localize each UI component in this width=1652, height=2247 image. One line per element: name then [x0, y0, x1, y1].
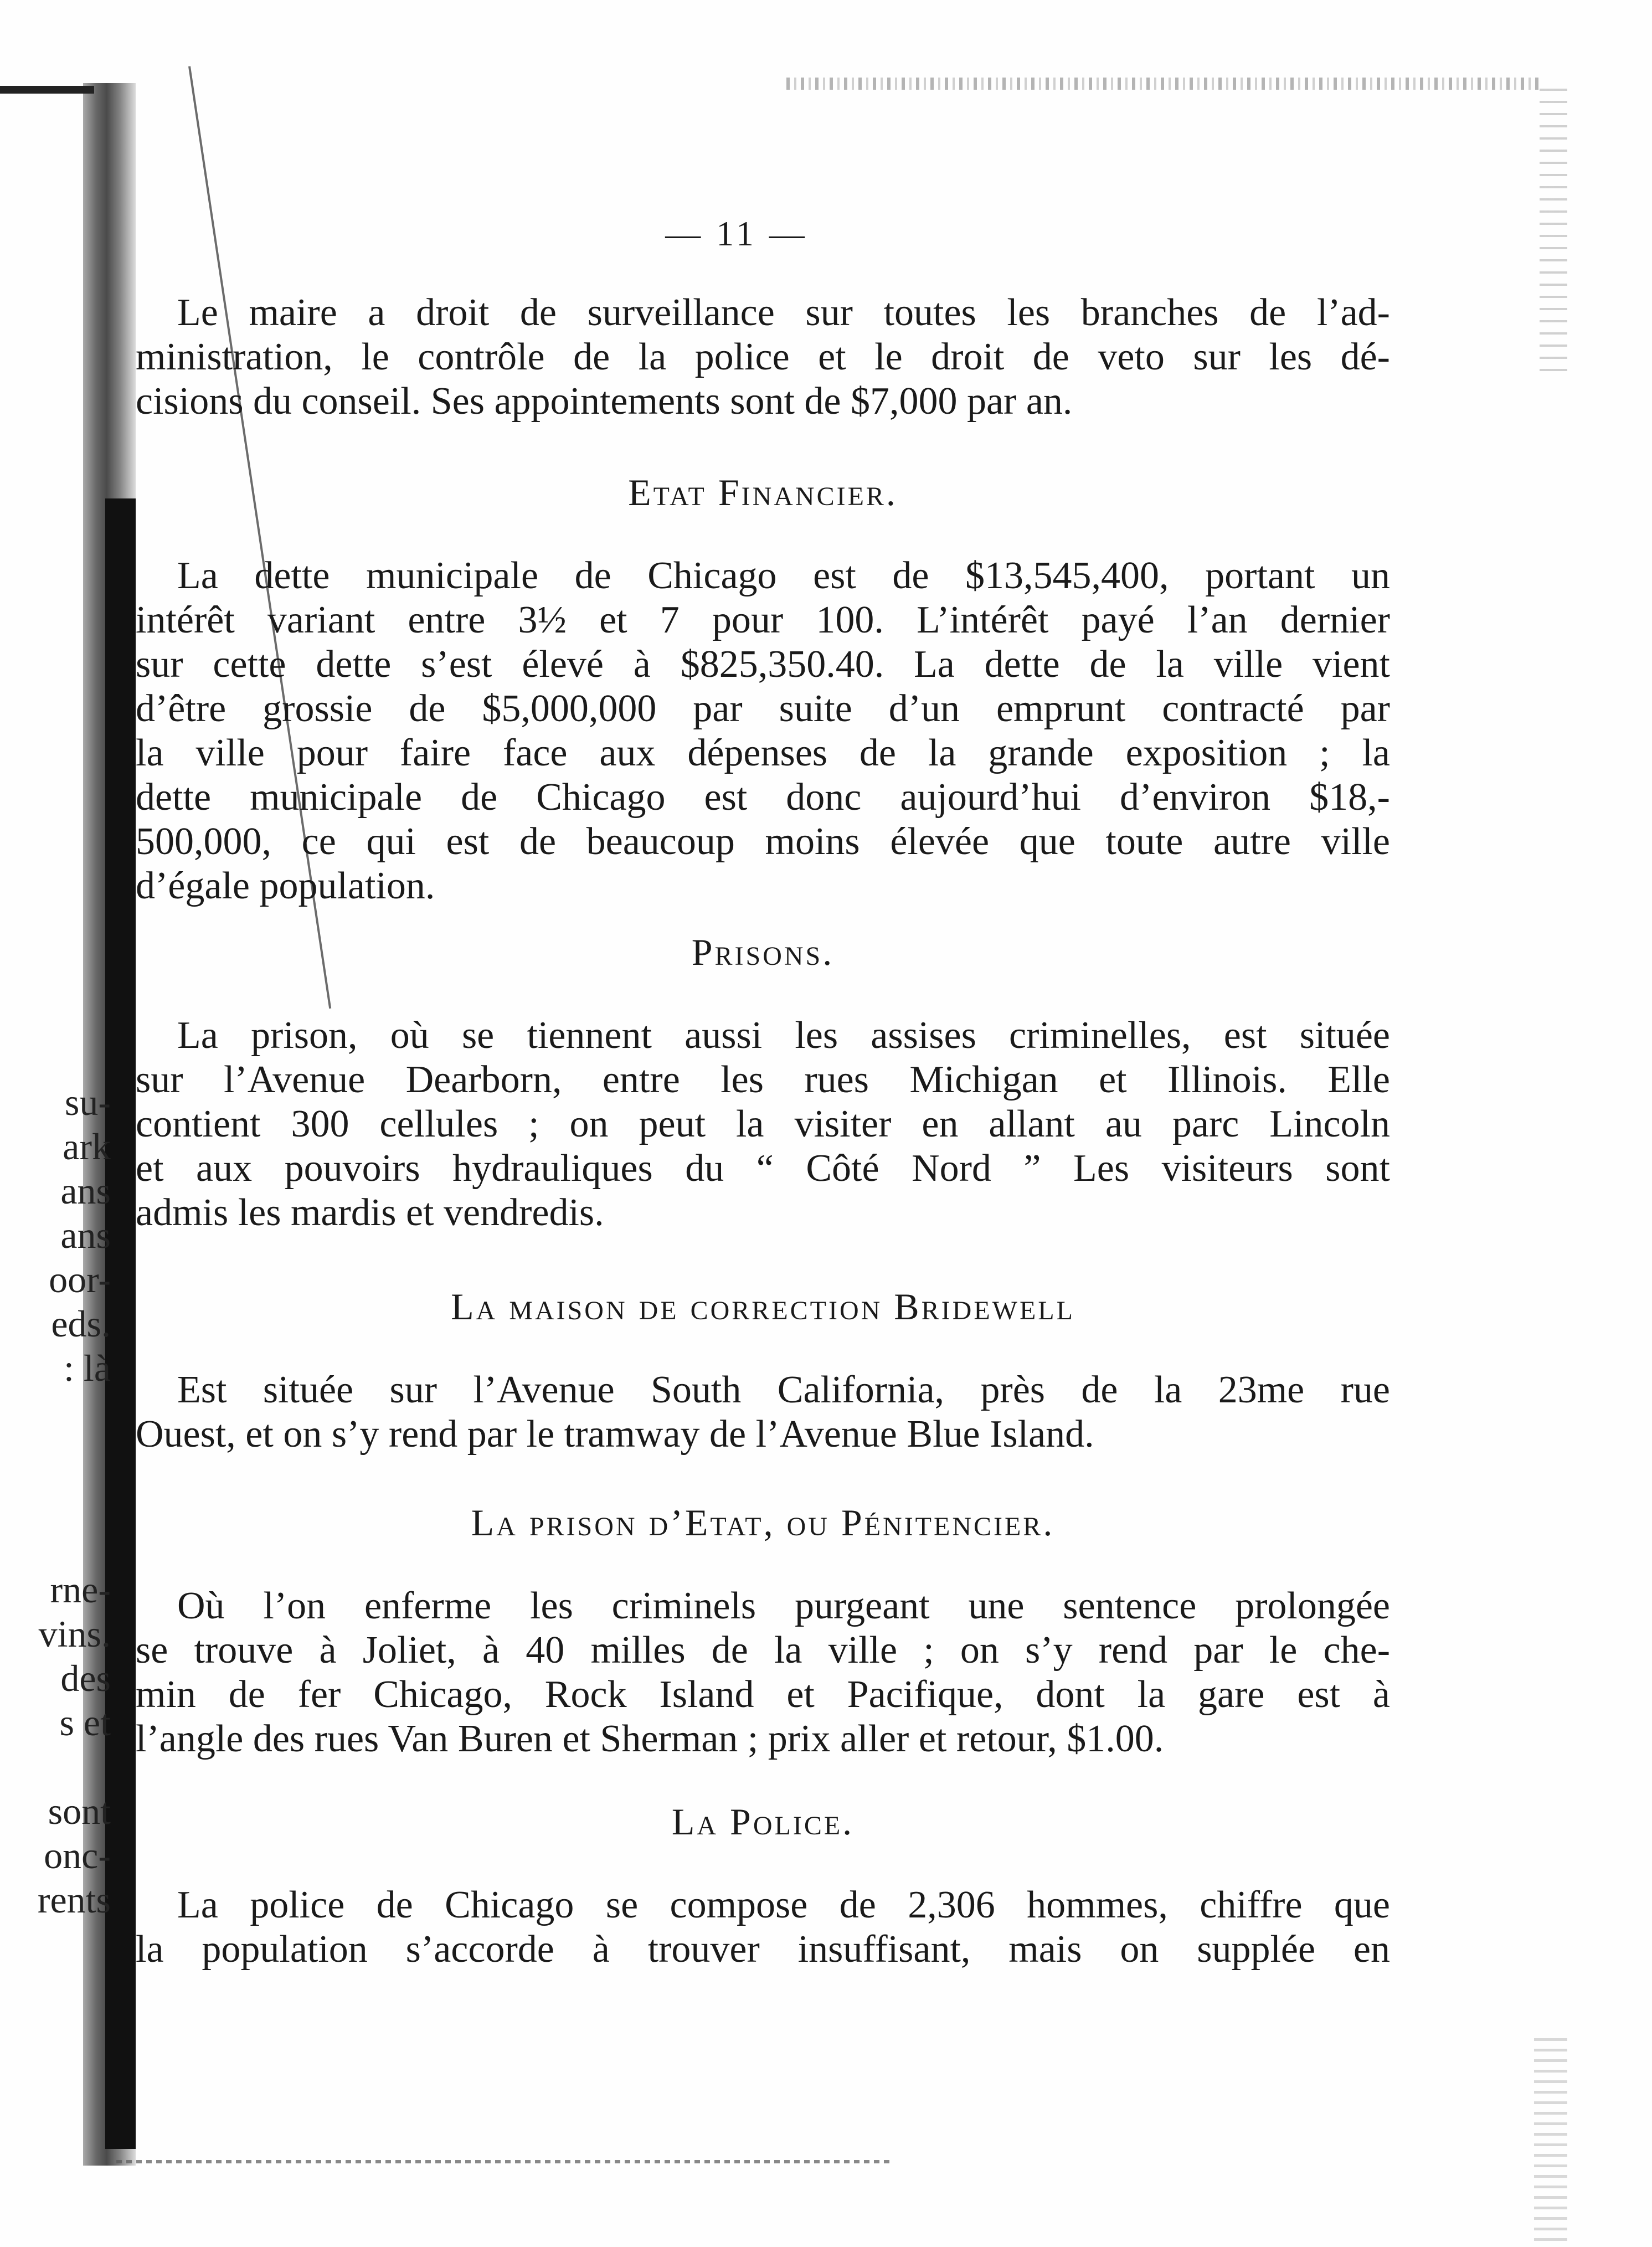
text-line: sur l’Avenue Dearborn, entre les rues Michigan et Illinois. Elle: [136, 1058, 1390, 1101]
text-line: Est située sur l’Avenue South California, près de la 23me rue: [177, 1369, 1390, 1411]
margin-fragment: ans: [60, 1170, 111, 1212]
page-number: — 11 —: [665, 214, 808, 253]
margin-fragment: onc-: [44, 1834, 111, 1876]
text-line: La dette municipale de Chicago est de $13,545,400, portant un: [177, 554, 1390, 597]
paragraph-intro: [136, 291, 1390, 424]
margin-fragment: ans: [60, 1214, 111, 1256]
text-line: Le maire a droit de surveillance sur toutes les branches de l’ad-: [177, 291, 1390, 334]
text-line: l’angle des rues Van Buren et Sherman ; prix aller et retour, $1.00.: [136, 1718, 1164, 1760]
text-line: contient 300 cellules ; on peut la visiter en allant au parc Lincoln: [136, 1103, 1390, 1145]
margin-fragment: ark: [63, 1125, 111, 1168]
text-line: 500,000, ce qui est de beaucoup moins élevée que toute autre ville: [136, 820, 1390, 863]
text-line: La police de Chicago se compose de 2,306 hommes, chiffre que: [177, 1884, 1390, 1926]
section-heading: Etat Financier.: [628, 471, 898, 513]
text-line: La prison, où se tiennent aussi les assises criminelles, est située: [177, 1014, 1390, 1057]
margin-fragment: des: [60, 1657, 111, 1699]
scan-artifact: [1534, 2038, 1567, 2247]
paragraph-bridewell: [136, 1368, 1390, 1457]
scan-artifact: [786, 78, 1540, 90]
margin-fragment: : là: [64, 1347, 111, 1389]
text-line: cisions du conseil. Ses appointements sont de $7,000 par an.: [136, 380, 1073, 423]
text-line: dette municipale de Chicago est donc aujourd’hui d’environ $18,-: [136, 776, 1390, 819]
section-heading: Prisons.: [691, 931, 835, 973]
text-line: Où l’on enferme les criminels purgeant une sentence prolongée: [177, 1585, 1390, 1627]
text-line: la population s’accorde à trouver insuffisant, mais on supplée en: [136, 1928, 1390, 1971]
margin-fragment: rne-: [50, 1569, 111, 1611]
margin-fragment: oor-: [49, 1258, 111, 1300]
section-heading: La prison d’Etat, ou Pénitencier.: [471, 1502, 1055, 1544]
margin-fragment: vins.: [38, 1613, 111, 1655]
text-line: sur cette dette s’est élevé à $825,350.40. La dette de la ville vient: [136, 643, 1390, 686]
scan-artifact: [1540, 89, 1567, 377]
text-line: Ouest, et on s’y rend par le tramway de l’Avenue Blue Island.: [136, 1413, 1094, 1456]
section-heading: La maison de correction Bridewell: [451, 1286, 1075, 1328]
paragraph-etat-financier: [136, 554, 1390, 908]
text-line: min de fer Chicago, Rock Island et Pacifique, dont la gare est à: [136, 1673, 1390, 1716]
text-line: d’égale population.: [136, 865, 435, 907]
text-line: la ville pour faire face aux dépenses de la grande exposition ; la: [136, 732, 1390, 774]
scan-artifact: [0, 86, 94, 94]
text-line: d’être grossie de $5,000,000 par suite d’un emprunt contracté par: [136, 687, 1390, 730]
section-heading: La Police.: [671, 1801, 855, 1843]
margin-fragment: sont: [48, 1790, 111, 1832]
text-line: intérêt variant entre 3½ et 7 pour 100. L’intérêt payé l’an dernier: [136, 599, 1390, 641]
margin-fragment: rents: [37, 1879, 111, 1921]
paragraph-police: [136, 1883, 1390, 1972]
text-line: admis les mardis et vendredis.: [136, 1191, 604, 1234]
text-line: se trouve à Joliet, à 40 milles de la ville ; on s’y rend par le che-: [136, 1629, 1390, 1672]
margin-fragment: su-: [64, 1081, 111, 1123]
text-line: ministration, le contrôle de la police et le droit de veto sur les dé-: [136, 336, 1390, 378]
text-line: et aux pouvoirs hydrauliques du “ Côté Nord ” Les visiteurs sont: [136, 1147, 1390, 1190]
margin-fragment: s et: [59, 1701, 111, 1744]
paragraph-penitencier: [136, 1584, 1390, 1761]
scan-artifact: [116, 2160, 892, 2163]
paragraph-prisons: [136, 1014, 1390, 1235]
margin-fragment: eds.: [51, 1303, 111, 1345]
